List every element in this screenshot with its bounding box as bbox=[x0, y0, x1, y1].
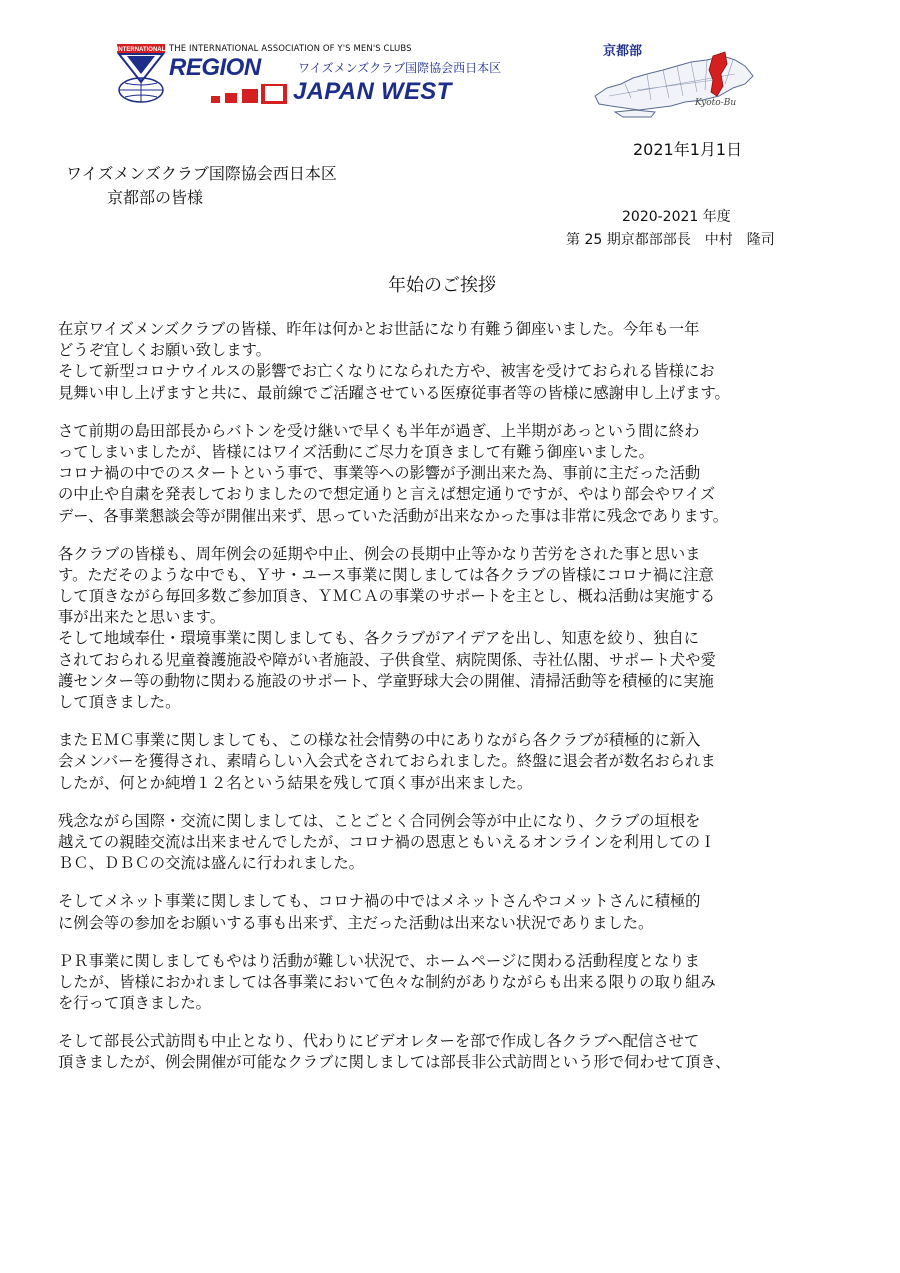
region-japan-west-logo bbox=[115, 40, 502, 106]
body-line: またＥＭＣ事業に関しましても、この様な社会情勢の中にありながら各クラブが積極的に新入 bbox=[58, 731, 701, 750]
body-line: に例会等の参加をお願いする事も出来ず、主だった活動は出来ない状況でありました。 bbox=[58, 913, 654, 932]
body-line: そして部長公式訪問も中止となり、代わりにビデオレターを部で作成し各クラブへ配信させて bbox=[58, 1032, 700, 1051]
red-blocks-graphic bbox=[211, 84, 287, 104]
body-line: そして新型コロナウイルスの影響でお亡くなりになられた方や、被害を受けておられる皆様にお bbox=[58, 362, 715, 381]
body-line: ＰＲ事業に関しましてもやはり活動が難しい状況で、ホームページに関わる活動程度となりま bbox=[58, 951, 700, 970]
body-line: ＢＣ、ＤＢＣの交流は盛んに行われました。 bbox=[58, 854, 364, 873]
letter-date: 2021年1月1日 bbox=[633, 140, 743, 159]
body-line: どうぞ宜しくお願い致します。 bbox=[58, 341, 271, 360]
paragraph bbox=[58, 811, 858, 875]
japan-west-word: JAPAN WEST bbox=[293, 78, 452, 105]
paragraph bbox=[58, 1031, 858, 1073]
body-line: の中止や自粛を発表しておりましたので想定通りと言えば想定通りですが、やはり部会やワイズ bbox=[58, 485, 716, 504]
body-line: したが、皆様におかれましては各事業において色々な制約がありながらも出来る限りの取り組み bbox=[58, 972, 716, 991]
body-line: ってしまいましたが、皆様にはワイズ活動にご尽力を頂きまして有難う御座いました。 bbox=[58, 442, 654, 461]
body-line: 各クラブの皆様も、周年例会の延期や中止、例会の長期中止等かなり苦労をされた事と思いま bbox=[58, 544, 701, 563]
body-line: して頂きながら毎回多数ご参加頂き、ＹＭＣＡの事業のサポートを主とし、概ね活動は実施する bbox=[58, 587, 716, 606]
japanese-org-name: ワイズメンズクラブ国際協会西日本区 bbox=[298, 61, 502, 75]
paragraph bbox=[58, 544, 858, 714]
sender-name: 第 25 期京都部部長 中村 隆司 bbox=[566, 232, 775, 248]
body-line: 事が出来たと思います。 bbox=[58, 608, 226, 627]
paragraph bbox=[58, 730, 858, 794]
body-line: 在京ワイズメンズクラブの皆様、昨年は何かとお世話になり有難う御座いました。今年も一年 bbox=[58, 320, 700, 338]
body-line: 残念ながら国際・交流に関しましては、ことごとく合同例会等が中止になり、クラブの垣根を bbox=[58, 811, 701, 830]
kyoto-region-map bbox=[585, 40, 775, 118]
paragraph bbox=[58, 421, 858, 527]
body-line: したが、何とか純増１２名という結果を残して頂く事が出来ました。 bbox=[58, 773, 533, 792]
map-label: 京都部 bbox=[603, 44, 643, 59]
body-line: 越えての親睦交流は出来ませんでしたが、コロナ禍の恩恵ともいえるオンラインを利用してのＩ bbox=[58, 832, 716, 851]
body-line: して頂きました。 bbox=[58, 693, 181, 711]
body-line: コロナ禍の中でのスタートという事で、事業等への影響が予測出来た為、事前に主だった活動 bbox=[58, 464, 701, 483]
body-line: さて前期の島田部長からバトンを受け継いで早くも半年が過ぎ、上半期があっという間に終わ bbox=[58, 421, 700, 440]
body-line: を行って頂きました。 bbox=[58, 994, 211, 1013]
recipient-organization: ワイズメンズクラブ国際協会西日本区 bbox=[66, 164, 337, 183]
ys-men-emblem-icon bbox=[115, 42, 167, 104]
body-line: されておられる児童養護施設や障がい者施設、子供食堂、病院関係、寺社仏閣、サポート犬や愛 bbox=[58, 650, 716, 669]
body-line: す。ただそのような中でも、Ｙサ・ユース事業に関しましては各クラブの皆様にコロナ禍に注意 bbox=[58, 565, 714, 584]
body-line: そして地域奉仕・環境事業に関しましても、各クラブがアイデアを出し、知恵を絞り、独自に bbox=[58, 629, 700, 648]
letter-body bbox=[58, 319, 858, 1074]
body-line: 会メンバーを獲得され、素晴らしい入会式をされておられました。終盤に退会者が数名おられま bbox=[58, 752, 716, 771]
svg-text:INTERNATIONAL: INTERNATIONAL bbox=[116, 47, 166, 53]
body-line: そしてメネット事業に関しましても、コロナ禍の中ではメネットさんやコメットさんに積極的 bbox=[58, 892, 701, 911]
kyoto-bu-signature: Kyoto-Bu bbox=[695, 98, 737, 108]
body-line: 見舞い申し上げますと共に、最前線でご活躍させている医療従事者等の皆様に感謝申し上げます。 bbox=[58, 383, 730, 402]
region-word: REGION bbox=[169, 54, 261, 81]
letter-title: 年始のご挨拶 bbox=[388, 275, 496, 296]
recipient-group: 京都部の皆様 bbox=[107, 188, 204, 207]
body-line: デー、各事業懇談会等が開催出来ず、思っていた活動が出来なかった事は非常に残念であります。 bbox=[58, 506, 729, 525]
fiscal-year: 2020-2021 年度 bbox=[622, 209, 731, 225]
body-line: 頂きましたが、例会開催が可能なクラブに関しましては部長非公式訪問という形で伺わせて頂き、 bbox=[58, 1053, 731, 1072]
association-name: THE INTERNATIONAL ASSOCIATION OF Y'S MEN'S CLUBS bbox=[169, 44, 412, 54]
paragraph bbox=[58, 951, 858, 1015]
paragraph bbox=[58, 319, 858, 404]
paragraph bbox=[58, 891, 858, 933]
body-line: 護センター等の動物に関わる施設のサポート、学童野球大会の開催、清掃活動等を積極的に実施 bbox=[58, 671, 714, 690]
